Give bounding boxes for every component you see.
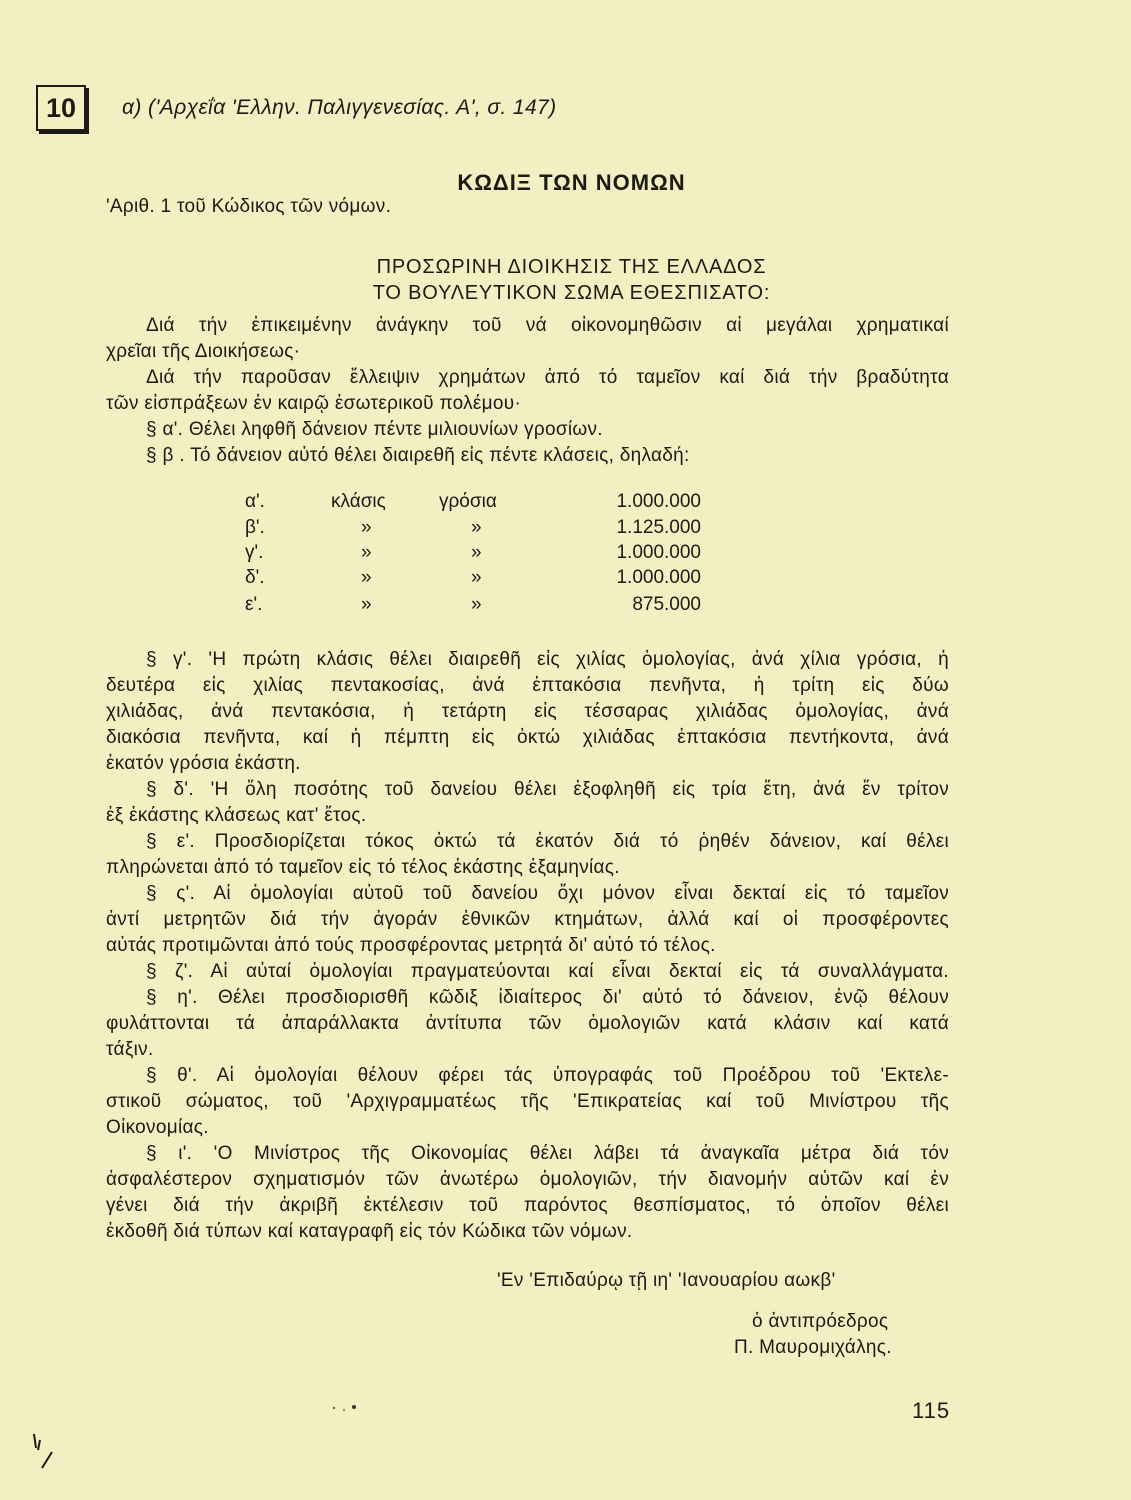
article-line: στικοῦ σώματος, τοῦ 'Αρχιγραμματέως τῆς 'Επικρατείας καί τοῦ Μινίστρου τῆς xyxy=(106,1091,949,1112)
article-line: § ζ'. Αἱ αὐταί ὁμολογίαι πραγματεύονται καί εἶναι δεκταί εἰς τά συναλλάγματα. xyxy=(146,961,949,982)
article-line: § η'. Θέλει προσδιορισθῆ κῶδιξ ἰδιαίτερος δι' αὐτό τό δάνειον, ἐνῷ θέλουν xyxy=(146,987,949,1008)
tranche-ordinal: ε'. xyxy=(245,594,263,615)
tranche-ordinal: δ'. xyxy=(245,567,265,588)
preamble-line: Διά τήν παροῦσαν ἔλλειψιν χρημάτων ἀπό τό ταμεῖον καί διά τήν βραδύτητα xyxy=(146,367,949,388)
article-line: § ι'. 'Ο Μινίστρος τῆς Οἰκονομίας θέλει λάβει τά ἀναγκαῖα μέτρα διά τόν xyxy=(146,1143,949,1164)
tranche-currency: » xyxy=(471,517,482,538)
article-line: ἑκατόν γρόσια ἑκάστη. xyxy=(106,753,301,774)
tranche-class: » xyxy=(361,594,372,615)
tranche-currency: » xyxy=(471,567,482,588)
tranche-class: » xyxy=(361,567,372,588)
article-line: φυλάττονται τά ἀπαράλλακτα ἀντίτυπα τῶν ὁμολογιῶν κατά κλάσιν καί κατά xyxy=(106,1013,949,1034)
tranche-currency: » xyxy=(471,542,482,563)
tranche-amount: 1.000.000 xyxy=(616,491,701,512)
pen-mark-icon xyxy=(30,1430,60,1470)
tranche-class: » xyxy=(361,517,372,538)
tranche-amount: 1.125.000 xyxy=(616,517,701,538)
tranche-ordinal: γ'. xyxy=(245,542,264,563)
signatory-role: ὁ ἀντιπρόεδρος xyxy=(752,1311,889,1332)
article-line: ἀντί μετρητῶν διά τήν ἀγοράν ἐθνικῶν κτημάτων, ἀλλά καί οἱ προσφέροντες xyxy=(106,909,949,930)
tranche-currency: » xyxy=(471,594,482,615)
tranche-amount: 1.000.000 xyxy=(616,567,701,588)
chapter-number-badge: 10 xyxy=(36,85,86,131)
preamble-line: Διά τήν ἐπικειμένην ἀνάγκην τοῦ νά οἰκονομηθῶσιν αἱ μεγάλαι χρηματικαί xyxy=(146,315,949,336)
article-line: § β . Τό δάνειον αὐτό θέλει διαιρεθῆ εἰς πέντε κλάσεις, δηλαδή: xyxy=(146,445,690,466)
tranche-currency: γρόσια xyxy=(439,491,497,512)
article-line: δευτέρα εἰς χιλίας πεντακοσίας, ἀνά ἑπτακόσια πενῆντα, ἡ τρίτη εἰς δύω xyxy=(106,675,949,696)
article-line: γένει διά τήν ἀκριβῆ ἐκτέλεσιν τοῦ παρόντος θεσπίσματος, τό ὁποῖον θέλει xyxy=(106,1195,949,1216)
article-line: § α'. Θέλει ληφθῆ δάνειον πέντε μιλιουνίων γροσίων. xyxy=(146,419,603,440)
preamble-line: τῶν εἰσπράξεων ἐν καιρῷ ἐσωτερικοῦ πολέμου· xyxy=(106,393,522,414)
article-line: χιλιάδας, ἀνά πεντακόσια, ἡ τετάρτη εἰς τέσσαρας χιλιάδας ὁμολογίας, ἀνά xyxy=(106,701,949,722)
source-citation: α) ('Αρχεΐα 'Ελλην. Παλιγγενεσίας. Α', σ. 147) xyxy=(122,96,557,119)
article-line: ἐξ ἑκάστης κλάσεως κατ' ἔτος. xyxy=(106,805,367,826)
tranche-class: κλάσις xyxy=(331,491,386,512)
article-line: § γ'. 'Η πρώτη κλάσις θέλει διαιρεθῆ εἰς χιλίας ὁμολογίας, ἀνά χίλια γρόσια, ἡ xyxy=(146,649,949,670)
article-line: § ς'. Αἱ ὁμολογίαι αὐτοῦ τοῦ δανείου ὄχι μόνον εἶναι δεκταί εἰς τό ταμεῖον xyxy=(146,883,949,904)
article-line: ἐκδοθῆ διά τύπων καί καταγραφῆ εἰς τόν Κώδικα τῶν νόμων. xyxy=(106,1221,633,1242)
code-of-laws-title: ΚΩΔΙΞ ΤΩΝ ΝΟΜΩΝ xyxy=(457,170,686,195)
article-line: § θ'. Αἱ ὁμολογίαι θέλουν φέρει τάς ὑπογραφάς τοῦ Προέδρου τοῦ 'Εκτελε- xyxy=(146,1065,949,1086)
tranche-ordinal: β'. xyxy=(245,517,265,538)
article-line: τάξιν. xyxy=(106,1039,154,1060)
article-line: πληρώνεται ἀπό τό ταμεῖον εἰς τό τέλος ἑκάστης ἑξαμηνίας. xyxy=(106,857,620,878)
article-line: διακόσια πενῆντα, καί ἡ πέμπτη εἰς ὀκτώ χιλιάδας ἑπτακόσια πεντήκοντα, ἀνά xyxy=(106,727,949,748)
tranche-amount: 1.000.000 xyxy=(616,542,701,563)
tranche-amount: 875.000 xyxy=(632,594,701,615)
council-heading: ΤΟ ΒΟΥΛΕΥΤΙΚΟΝ ΣΩΜΑ ΕΘΕΣΠΙΣΑΤΟ: xyxy=(372,282,771,304)
place-date-line: 'Εν 'Επιδαύρῳ τῇ ιη' 'Ιανουαρίου αωκβ' xyxy=(497,1270,836,1291)
signatory-name: Π. Μαυρομιχάλης. xyxy=(734,1337,892,1358)
law-number-line: 'Αριθ. 1 τοῦ Κώδικος τῶν νόμων. xyxy=(106,196,392,217)
government-heading: ΠΡΟΣΩΡΙΝΗ ΔΙΟΙΚΗΣΙΣ ΤΗΣ ΕΛΛΑΔΟΣ xyxy=(376,256,767,278)
preamble-line: χρεῖαι τῆς Διοικήσεως· xyxy=(106,341,301,362)
tranche-class: » xyxy=(361,542,372,563)
tranche-ordinal: α'. xyxy=(245,491,265,512)
article-line: αὐτάς προτιμῶνται ἀπό τούς προσφέροντας μετρητά δι' αὐτό τό τέλος. xyxy=(106,935,716,956)
article-line: Οἰκονομίας. xyxy=(106,1117,209,1138)
page-number: 115 xyxy=(912,1398,951,1423)
article-line: § δ'. 'Η ὅλη ποσότης τοῦ δανείου θέλει ἐξοφληθῆ εἰς τρία ἔτη, ἀνά ἕν τρίτον xyxy=(146,779,949,800)
article-line: § ε'. Προσδιορίζεται τόκος ὀκτώ τά ἑκατόν διά τό ῥηθέν δάνειον, καί θέλει xyxy=(146,831,949,852)
speck-marks-icon xyxy=(330,1402,360,1414)
article-line: ἀσφαλέστερον σχηματισμόν τῶν ἀνωτέρω ὁμολογιῶν, τήν διανομήν αὐτῶν καί ἐν xyxy=(106,1169,949,1190)
